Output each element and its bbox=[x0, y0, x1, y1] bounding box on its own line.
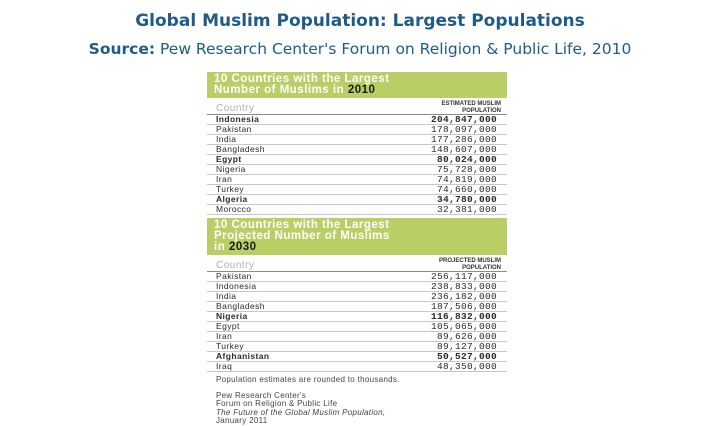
population-value: 178,097,000 bbox=[430, 124, 497, 135]
population-value: 148,607,000 bbox=[430, 144, 497, 155]
slide-title: Global Muslim Population: Largest Populations bbox=[135, 11, 585, 31]
figure-footer bbox=[207, 376, 507, 426]
country-name: Pakistan bbox=[216, 124, 252, 134]
country-name: Turkey bbox=[216, 184, 245, 194]
table-2030-column-header bbox=[207, 255, 507, 272]
population-value: 32,381,000 bbox=[436, 204, 497, 215]
rounding-note: Population estimates are rounded to thousands. bbox=[216, 375, 400, 384]
source-label: Source: bbox=[88, 40, 156, 58]
population-value: 34,780,000 bbox=[436, 194, 497, 205]
population-value: 50,527,000 bbox=[436, 351, 497, 362]
table-2010-value-header: ESTIMATED MUSLIM POPULATION bbox=[441, 101, 501, 114]
population-value: 80,024,000 bbox=[436, 154, 497, 165]
country-name: Egypt bbox=[216, 154, 242, 164]
table-2030-title-line1: 10 Countries with the Largest bbox=[214, 219, 390, 231]
table-2010-title-line1: 10 Countries with the Largest bbox=[214, 73, 390, 85]
country-name: Morocco bbox=[216, 204, 252, 214]
population-value: 116,832,000 bbox=[430, 311, 497, 322]
country-name: Egypt bbox=[216, 321, 240, 331]
table-2010-year: 2010 bbox=[347, 84, 376, 96]
country-name: Algeria bbox=[216, 194, 248, 204]
population-figure bbox=[207, 72, 507, 425]
country-name: Iran bbox=[216, 331, 233, 341]
population-value: 75,728,000 bbox=[436, 164, 497, 175]
table-2010-title-line2: Number of Muslims in 2010 bbox=[214, 84, 376, 96]
source-text: Pew Research Center's Forum on Religion & Public Life, 2010 bbox=[159, 40, 632, 58]
table-2030-title-line2: Projected Number of Muslims bbox=[214, 230, 390, 242]
table-2030-year: 2030 bbox=[228, 241, 257, 253]
country-name: Nigeria bbox=[216, 311, 248, 321]
population-value: 236,182,000 bbox=[430, 291, 497, 302]
country-name: India bbox=[216, 291, 237, 301]
country-name: Pakistan bbox=[216, 271, 252, 281]
country-name: Bangladesh bbox=[216, 144, 265, 154]
population-value: 204,847,000 bbox=[430, 114, 497, 125]
population-value: 48,350,000 bbox=[436, 361, 497, 372]
country-name: Iran bbox=[216, 174, 233, 184]
table-2030-value-header: PROJECTED MUSLIM POPULATION bbox=[438, 258, 501, 271]
country-name: Turkey bbox=[216, 341, 245, 351]
country-name: Indonesia bbox=[216, 281, 257, 291]
table-2030-country-header: Country bbox=[216, 260, 255, 271]
country-name: Bangladesh bbox=[216, 301, 265, 311]
population-value: 89,626,000 bbox=[436, 331, 497, 342]
population-value: 89,127,000 bbox=[436, 341, 497, 352]
credit-line2: Forum on Religion & Public Life bbox=[216, 399, 338, 408]
table-2010-country-header: Country bbox=[216, 103, 255, 114]
table-2010-header bbox=[207, 72, 507, 98]
slide-source bbox=[0, 40, 720, 58]
country-name: India bbox=[216, 134, 237, 144]
population-value: 74,819,000 bbox=[436, 174, 497, 185]
table-2030-header bbox=[207, 218, 507, 255]
table-2010-column-header bbox=[207, 98, 507, 115]
table-2030-title-line3: in 2030 bbox=[214, 241, 257, 253]
country-name: Afghanistan bbox=[216, 351, 270, 361]
country-name: Indonesia bbox=[216, 114, 260, 124]
credit-book: The Future of the Global Muslim Population, bbox=[216, 407, 386, 417]
credit-date: January 2011 bbox=[216, 416, 268, 425]
population-value: 187,506,000 bbox=[430, 301, 497, 312]
table-row bbox=[207, 205, 507, 215]
table-row bbox=[207, 362, 507, 372]
country-name: Iraq bbox=[216, 361, 233, 371]
population-value: 256,117,000 bbox=[430, 271, 497, 282]
population-value: 74,660,000 bbox=[436, 184, 497, 195]
table-2010-rows bbox=[207, 115, 507, 215]
population-value: 238,833,000 bbox=[430, 281, 497, 292]
table-2030-rows bbox=[207, 272, 507, 372]
population-value: 177,286,000 bbox=[430, 134, 497, 145]
country-name: Nigeria bbox=[216, 164, 246, 174]
credit-line1: Pew Research Center's bbox=[216, 390, 307, 400]
population-value: 105,065,000 bbox=[430, 321, 497, 332]
